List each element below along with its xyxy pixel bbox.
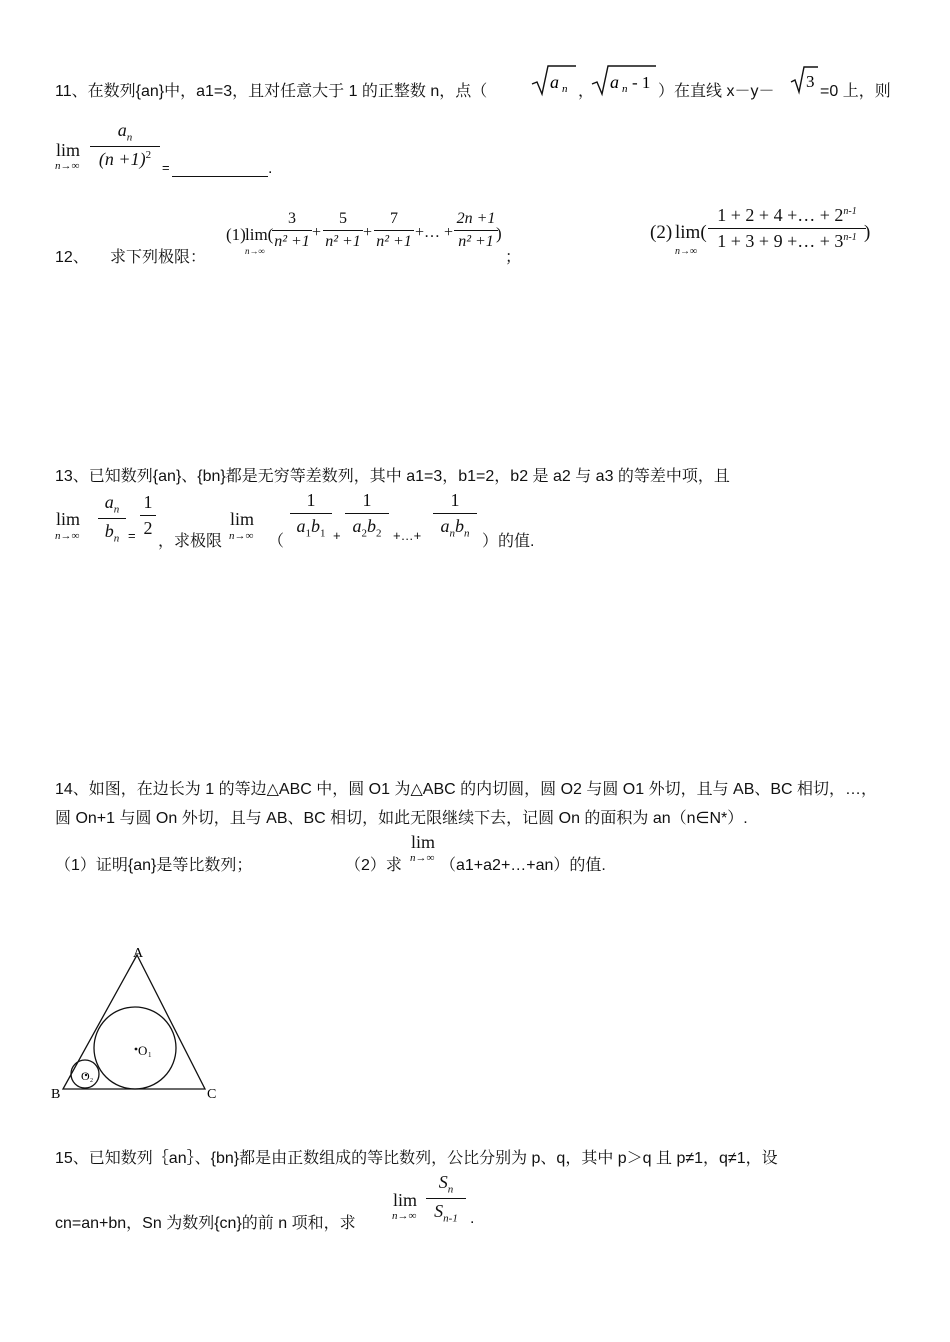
q14-line1: 14、如图，在边长为 1 的等边△ABC 中，圆 O1 为△ABC 的内切圆，圆 O2 与圆 O1 外切，且与 AB、BC 相切，…， — [55, 781, 878, 798]
sqrt-3 — [790, 64, 820, 96]
label-o1: O — [138, 1043, 148, 1058]
q15-fraction: $S_n$ $S_{n-1}$ — [426, 1172, 466, 1224]
label-a: A — [133, 946, 144, 961]
q12-part2-lim: lim( — [675, 222, 707, 243]
q12-frac-3: 7 n² +1 — [374, 210, 414, 251]
fraction-q11: $a_n$ $(n +1)^2$ — [90, 120, 160, 170]
q12-part1-lim: lim( — [245, 225, 274, 244]
q13-frac-1: 1 $a_1b_1$ — [290, 490, 332, 540]
q15-line2: cn=an+bn，Sn 为数列{cn}的前 n 项和，求 — [55, 1215, 356, 1232]
q11-text-4: =0 上，则 — [820, 83, 891, 100]
q12-frac-1: 3 n² +1 — [272, 210, 312, 251]
q13-frac-2: 1 $a_2b_2$ — [345, 490, 389, 540]
q12-part2-label: (2) — [650, 222, 673, 243]
circle-o1 — [94, 1007, 176, 1089]
q15-line1: 15、已知数列｛an｝、{bn}都是由正数组成的等比数列，公比分别为 p、q，其中 p＞q 且 p≠1，q≠1，设 — [55, 1150, 778, 1167]
q11-period: . — [268, 160, 273, 177]
q14-part1: （1）证明{an}是等比数列； — [55, 857, 253, 874]
q12-semicolon: ； — [505, 249, 522, 266]
lim-q11: lim — [56, 140, 81, 160]
q15-end: . — [470, 1210, 475, 1227]
answer-blank — [172, 162, 268, 177]
sqrt-an — [530, 62, 578, 98]
sqrt-an-minus-1 — [590, 62, 658, 98]
q12-text: 求下列极限： — [110, 249, 207, 266]
q11-text-1: 11、在数列{an}中，a1=3，且对任意大于 1 的正整数 n，点（ — [55, 83, 488, 100]
q11-comma: ， — [578, 83, 595, 100]
lim-sub-q11: n→∞ — [55, 160, 80, 172]
q12-frac-4: 2n +1 n² +1 — [454, 210, 498, 251]
svg-text:- 1: - 1 — [632, 73, 651, 92]
svg-text:2: 2 — [90, 1078, 93, 1084]
q12-frac-2: 5 n² +1 — [323, 210, 363, 251]
q12-label: 12、 — [55, 249, 89, 266]
svg-text:3: 3 — [806, 72, 815, 91]
svg-text:n: n — [622, 83, 628, 95]
q13-frac-half: 1 2 — [140, 492, 156, 539]
q13-line1: 13、已知数列{an}、{bn}都是无穷等差数列，其中 a1=3，b1=2，b2 是 a2 与 a3 的等差中项，且 — [55, 468, 730, 485]
q12-frac-5: 1 + 2 + 4 +… + $2^{n-1}$ 1 + 3 + 9 +… + $3^{n-1}$ — [708, 205, 866, 252]
q14-line2: 圆 On+1 与圆 On 外切，且与 AB、BC 相切，如此无限继续下去，记圆 On 的面积为 an（n∈N*）. — [55, 810, 748, 827]
label-b: B — [51, 1087, 61, 1102]
q13-frac-ab: $a_n$ $b_n$ — [98, 492, 126, 544]
q14-part2a: （2）求 — [345, 857, 402, 874]
q12-part1-label: (1) — [226, 225, 246, 244]
svg-text:1: 1 — [148, 1051, 152, 1059]
label-o2: O — [81, 1069, 90, 1083]
label-c: C — [207, 1087, 217, 1102]
q11-text-3: ）在直线 x－y－ — [658, 83, 775, 100]
q14-part2b: （a1+a2+…+an）的值. — [440, 857, 606, 874]
svg-text:a: a — [610, 72, 619, 92]
sqrt-an-a: a — [550, 72, 559, 92]
triangle-figure — [45, 935, 235, 1110]
q11-eq: = — [162, 160, 170, 175]
q13-frac-n: 1 $a_nb_n$ — [433, 490, 477, 540]
sqrt-an-n: n — [562, 83, 568, 95]
